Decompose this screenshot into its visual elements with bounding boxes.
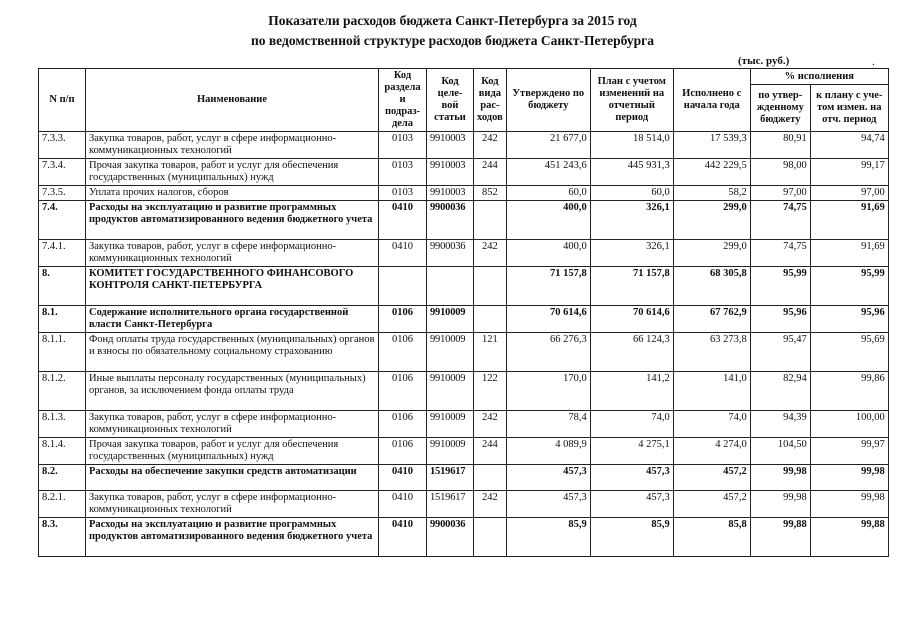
cell-pct-plan: 95,69	[810, 333, 888, 372]
cell-pct-plan: 99,97	[810, 438, 888, 465]
document-title: Показатели расходов бюджета Санкт-Петербурга за 2015 год	[268, 13, 637, 28]
header-code-target: Код целе-вой статьи	[427, 69, 474, 132]
cell-pct-plan: 91,69	[810, 240, 888, 267]
cell-code-type: 242	[474, 240, 507, 267]
cell-executed: 74,0	[673, 411, 750, 438]
cell-plan: 60,0	[590, 186, 673, 201]
cell-plan: 70 614,6	[590, 306, 673, 333]
cell-code-type: 242	[474, 411, 507, 438]
cell-code-section: 0106	[379, 333, 427, 372]
cell-pct-approved: 95,96	[750, 306, 810, 333]
cell-code-target: 9910009	[427, 411, 474, 438]
table-row	[39, 240, 889, 267]
cell-executed: 141,0	[673, 372, 750, 411]
cell-name: КОМИТЕТ ГОСУДАРСТВЕННОГО ФИНАНСОВОГО КОНТРОЛЯ САНКТ-ПЕТЕРБУРГА	[86, 267, 379, 306]
cell-pct-approved: 74,75	[750, 201, 810, 240]
cell-plan: 71 157,8	[590, 267, 673, 306]
cell-code-type: 852	[474, 186, 507, 201]
cell-plan: 457,3	[590, 491, 673, 518]
cell-name: Прочая закупка товаров, работ и услуг для обеспечения государственных (муниципальных) нужд	[86, 438, 379, 465]
cell-num: 8.2.	[39, 465, 86, 491]
cell-executed: 68 305,8	[673, 267, 750, 306]
cell-plan: 66 124,3	[590, 333, 673, 372]
cell-plan: 4 275,1	[590, 438, 673, 465]
cell-executed: 67 762,9	[673, 306, 750, 333]
table-body	[39, 132, 889, 557]
cell-approved: 71 157,8	[506, 267, 590, 306]
cell-code-section: 0410	[379, 201, 427, 240]
cell-code-target: 1519617	[427, 491, 474, 518]
cell-pct-approved: 94,39	[750, 411, 810, 438]
cell-pct-approved: 80,91	[750, 132, 810, 159]
cell-num: 7.3.5.	[39, 186, 86, 201]
cell-num: 8.	[39, 267, 86, 306]
table-row	[39, 518, 889, 557]
cell-num: 8.2.1.	[39, 491, 86, 518]
cell-pct-plan: 99,17	[810, 159, 888, 186]
cell-executed: 299,0	[673, 201, 750, 240]
cell-pct-plan: 99,98	[810, 491, 888, 518]
cell-pct-approved: 95,99	[750, 267, 810, 306]
cell-num: 7.4.1.	[39, 240, 86, 267]
cell-plan: 457,3	[590, 465, 673, 491]
cell-code-section: 0106	[379, 411, 427, 438]
cell-name: Уплата прочих налогов, сборов	[86, 186, 379, 201]
table-row	[39, 411, 889, 438]
cell-approved: 85,9	[506, 518, 590, 557]
cell-num: 8.1.4.	[39, 438, 86, 465]
cell-approved: 4 089,9	[506, 438, 590, 465]
cell-code-type	[474, 518, 507, 557]
cell-pct-plan: 95,99	[810, 267, 888, 306]
cell-name: Закупка товаров, работ, услуг в сфере информационно-коммуникационных технологий	[86, 240, 379, 267]
table-row	[39, 372, 889, 411]
cell-name: Расходы на эксплуатацию и развитие программных продуктов автоматизированного ведения бюджетного учета	[86, 518, 379, 557]
header-pct-approved: по утвер-жденному бюджету	[750, 85, 810, 132]
header-approved: Утверждено по бюджету	[506, 69, 590, 132]
cell-name: Расходы на обеспечение закупки средств автоматизации	[86, 465, 379, 491]
table-row	[39, 186, 889, 201]
cell-approved: 21 677,0	[506, 132, 590, 159]
cell-pct-approved: 99,98	[750, 465, 810, 491]
cell-executed: 17 539,3	[673, 132, 750, 159]
table-row	[39, 132, 889, 159]
cell-num: 8.3.	[39, 518, 86, 557]
cell-num: 8.1.3.	[39, 411, 86, 438]
cell-pct-approved: 99,88	[750, 518, 810, 557]
corner-mark: .	[872, 56, 875, 68]
cell-approved: 400,0	[506, 240, 590, 267]
cell-name: Иные выплаты персоналу государственных (муниципальных) органов, за исключением фонда оплаты труда	[86, 372, 379, 411]
cell-pct-plan: 99,88	[810, 518, 888, 557]
cell-approved: 60,0	[506, 186, 590, 201]
header-code-section: Код раздела и подраз-дела	[379, 69, 427, 132]
cell-approved: 66 276,3	[506, 333, 590, 372]
cell-approved: 70 614,6	[506, 306, 590, 333]
cell-code-section: 0410	[379, 240, 427, 267]
cell-code-type	[474, 465, 507, 491]
cell-code-target: 9910003	[427, 132, 474, 159]
cell-pct-plan: 91,69	[810, 201, 888, 240]
header-name: Наименование	[86, 69, 379, 132]
cell-name: Закупка товаров, работ, услуг в сфере информационно-коммуникационных технологий	[86, 132, 379, 159]
cell-pct-approved: 82,94	[750, 372, 810, 411]
cell-code-section: 0106	[379, 306, 427, 333]
cell-pct-plan: 97,00	[810, 186, 888, 201]
cell-pct-plan: 94,74	[810, 132, 888, 159]
cell-pct-plan: 99,86	[810, 372, 888, 411]
cell-plan: 445 931,3	[590, 159, 673, 186]
cell-code-section: 0103	[379, 132, 427, 159]
cell-code-target: 9900036	[427, 518, 474, 557]
cell-plan: 141,2	[590, 372, 673, 411]
cell-code-type: 242	[474, 491, 507, 518]
header-pct-group: % исполнения	[750, 69, 888, 85]
cell-code-type: 244	[474, 159, 507, 186]
cell-code-target: 9900036	[427, 201, 474, 240]
cell-code-section: 0103	[379, 159, 427, 186]
cell-name: Прочая закупка товаров, работ и услуг для обеспечения государственных (муниципальных) нужд	[86, 159, 379, 186]
cell-executed: 85,8	[673, 518, 750, 557]
cell-num: 7.4.	[39, 201, 86, 240]
cell-num: 7.3.3.	[39, 132, 86, 159]
cell-pct-approved: 95,47	[750, 333, 810, 372]
cell-name: Фонд оплаты труда государственных (муниципальных) органов и взносы по обязательному социальному страхованию	[86, 333, 379, 372]
cell-approved: 457,3	[506, 465, 590, 491]
cell-code-target: 9910003	[427, 159, 474, 186]
cell-code-target: 9910009	[427, 333, 474, 372]
cell-name: Расходы на эксплуатацию и развитие программных продуктов автоматизированного ведения бюджетного учета	[86, 201, 379, 240]
cell-approved: 457,3	[506, 491, 590, 518]
cell-pct-plan: 95,96	[810, 306, 888, 333]
cell-pct-approved: 98,00	[750, 159, 810, 186]
table-row	[39, 159, 889, 186]
cell-executed: 4 274,0	[673, 438, 750, 465]
cell-code-section: 0106	[379, 372, 427, 411]
cell-approved: 400,0	[506, 201, 590, 240]
cell-code-section: 0106	[379, 438, 427, 465]
cell-executed: 299,0	[673, 240, 750, 267]
cell-code-target: 9910009	[427, 372, 474, 411]
table-row	[39, 201, 889, 240]
cell-approved: 170,0	[506, 372, 590, 411]
cell-approved: 451 243,6	[506, 159, 590, 186]
cell-pct-approved: 99,98	[750, 491, 810, 518]
table-row	[39, 438, 889, 465]
cell-num: 8.1.1.	[39, 333, 86, 372]
cell-code-section: 0410	[379, 518, 427, 557]
cell-code-section: 0410	[379, 491, 427, 518]
table-row	[39, 306, 889, 333]
cell-executed: 457,2	[673, 465, 750, 491]
cell-code-target: 9910009	[427, 306, 474, 333]
cell-code-target: 1519617	[427, 465, 474, 491]
cell-code-target: 9900036	[427, 240, 474, 267]
cell-executed: 457,2	[673, 491, 750, 518]
cell-pct-approved: 74,75	[750, 240, 810, 267]
header-num: N п/п	[39, 69, 86, 132]
cell-plan: 85,9	[590, 518, 673, 557]
cell-name: Закупка товаров, работ, услуг в сфере информационно-коммуникационных технологий	[86, 411, 379, 438]
unit-label: (тыс. руб.)	[738, 55, 790, 67]
table-row	[39, 491, 889, 518]
cell-pct-plan: 100,00	[810, 411, 888, 438]
cell-num: 8.1.2.	[39, 372, 86, 411]
cell-code-section: 0103	[379, 186, 427, 201]
cell-code-type	[474, 267, 507, 306]
cell-plan: 326,1	[590, 201, 673, 240]
budget-table	[38, 68, 889, 557]
cell-num: 8.1.	[39, 306, 86, 333]
cell-code-section: 0410	[379, 465, 427, 491]
cell-plan: 326,1	[590, 240, 673, 267]
cell-code-type: 121	[474, 333, 507, 372]
table-row	[39, 465, 889, 491]
cell-executed: 63 273,8	[673, 333, 750, 372]
cell-executed: 58,2	[673, 186, 750, 201]
cell-name: Содержание исполнительного органа государственной власти Санкт-Петербурга	[86, 306, 379, 333]
document-subtitle: по ведомственной структуре расходов бюджета Санкт-Петербурга	[250, 33, 655, 48]
cell-code-target: 9910003	[427, 186, 474, 201]
cell-approved: 78,4	[506, 411, 590, 438]
cell-code-type	[474, 306, 507, 333]
cell-name: Закупка товаров, работ, услуг в сфере информационно-коммуникационных технологий	[86, 491, 379, 518]
cell-executed: 442 229,5	[673, 159, 750, 186]
cell-num: 7.3.4.	[39, 159, 86, 186]
cell-code-target: 9910009	[427, 438, 474, 465]
cell-code-type: 122	[474, 372, 507, 411]
table-row	[39, 333, 889, 372]
cell-plan: 74,0	[590, 411, 673, 438]
cell-code-target	[427, 267, 474, 306]
cell-pct-plan: 99,98	[810, 465, 888, 491]
cell-plan: 18 514,0	[590, 132, 673, 159]
header-code-type: Код вида рас-ходов	[474, 69, 507, 132]
header-executed: Исполнено с начала года	[673, 69, 750, 132]
cell-code-type	[474, 201, 507, 240]
header-plan: План с учетом изменений на отчетный период	[590, 69, 673, 132]
table-row	[39, 267, 889, 306]
cell-code-type: 244	[474, 438, 507, 465]
cell-pct-approved: 97,00	[750, 186, 810, 201]
cell-code-section	[379, 267, 427, 306]
header-pct-plan: к плану с уче-том измен. на отч. период	[810, 85, 888, 132]
cell-code-type: 242	[474, 132, 507, 159]
cell-pct-approved: 104,50	[750, 438, 810, 465]
